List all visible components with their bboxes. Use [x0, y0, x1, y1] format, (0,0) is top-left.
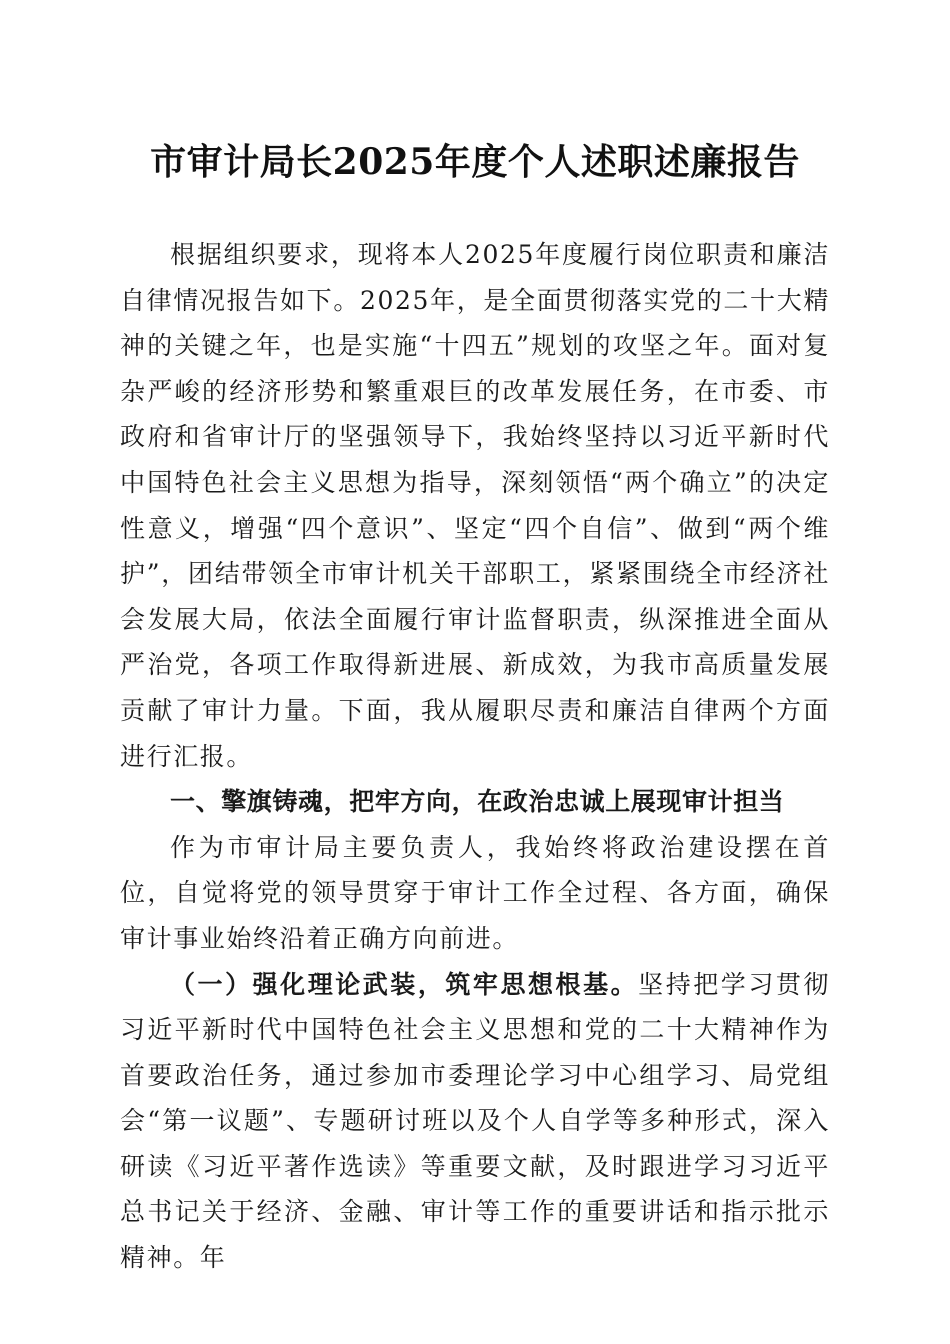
intro-paragraph: 根据组织要求，现将本人2025年度履行岗位职责和廉洁自律情况报告如下。2025年，是全面贯彻落实党的二十大精神的关键之年，也是实施“十四五”规划的攻坚之年。面对复杂严峻的经济形势和繁重艰巨的改革发展任务，在市委、市政府和省审计厅的坚强领导下，我始终坚持以习近平新时代中国特色社会主义思想为指导，深刻领悟“两个确立”的决定性意义，增强“四个意识”、坚定“四个自信”、做到“两个维护”，团结带领全市审计机关干部职工，紧紧围绕全市经济社会发展大局，依法全面履行审计监督职责，纵深推进全面从严治党，各项工作取得新进展、新成效，为我市高质量发展贡献了审计力量。下面，我从履职尽责和廉洁自律两个方面进行汇报。	[120, 240, 830, 771]
section-1-intro-paragraph: 作为市审计局主要负责人，我始终将政治建设摆在首位，自觉将党的领导贯穿于审计工作全过程、各方面，确保审计事业始终沿着正确方向前进。	[120, 832, 830, 953]
document-body	[120, 232, 830, 1281]
subsection-1-lead: （一）强化理论武装，筑牢思想根基。	[170, 969, 639, 999]
section-heading-1: 一、擎旗铸魂，把牢方向，在政治忠诚上展现审计担当	[170, 787, 785, 817]
document-title: 市审计局长2025年度个人述职述廉报告	[150, 141, 800, 183]
subsection-1-paragraph	[120, 962, 830, 1281]
subsection-1-text: 坚持把学习贯彻习近平新时代中国特色社会主义思想和党的二十大精神作为首要政治任务，通过参加市委理论学习中心组学习、局党组会“第一议题”、专题研讨班以及个人自学等多种形式，深入研读《习近平著作选读》等重要文献，及时跟进学习习近平总书记关于经济、金融、审计等工作的重要讲话和指示批示精神。年	[120, 969, 831, 1273]
